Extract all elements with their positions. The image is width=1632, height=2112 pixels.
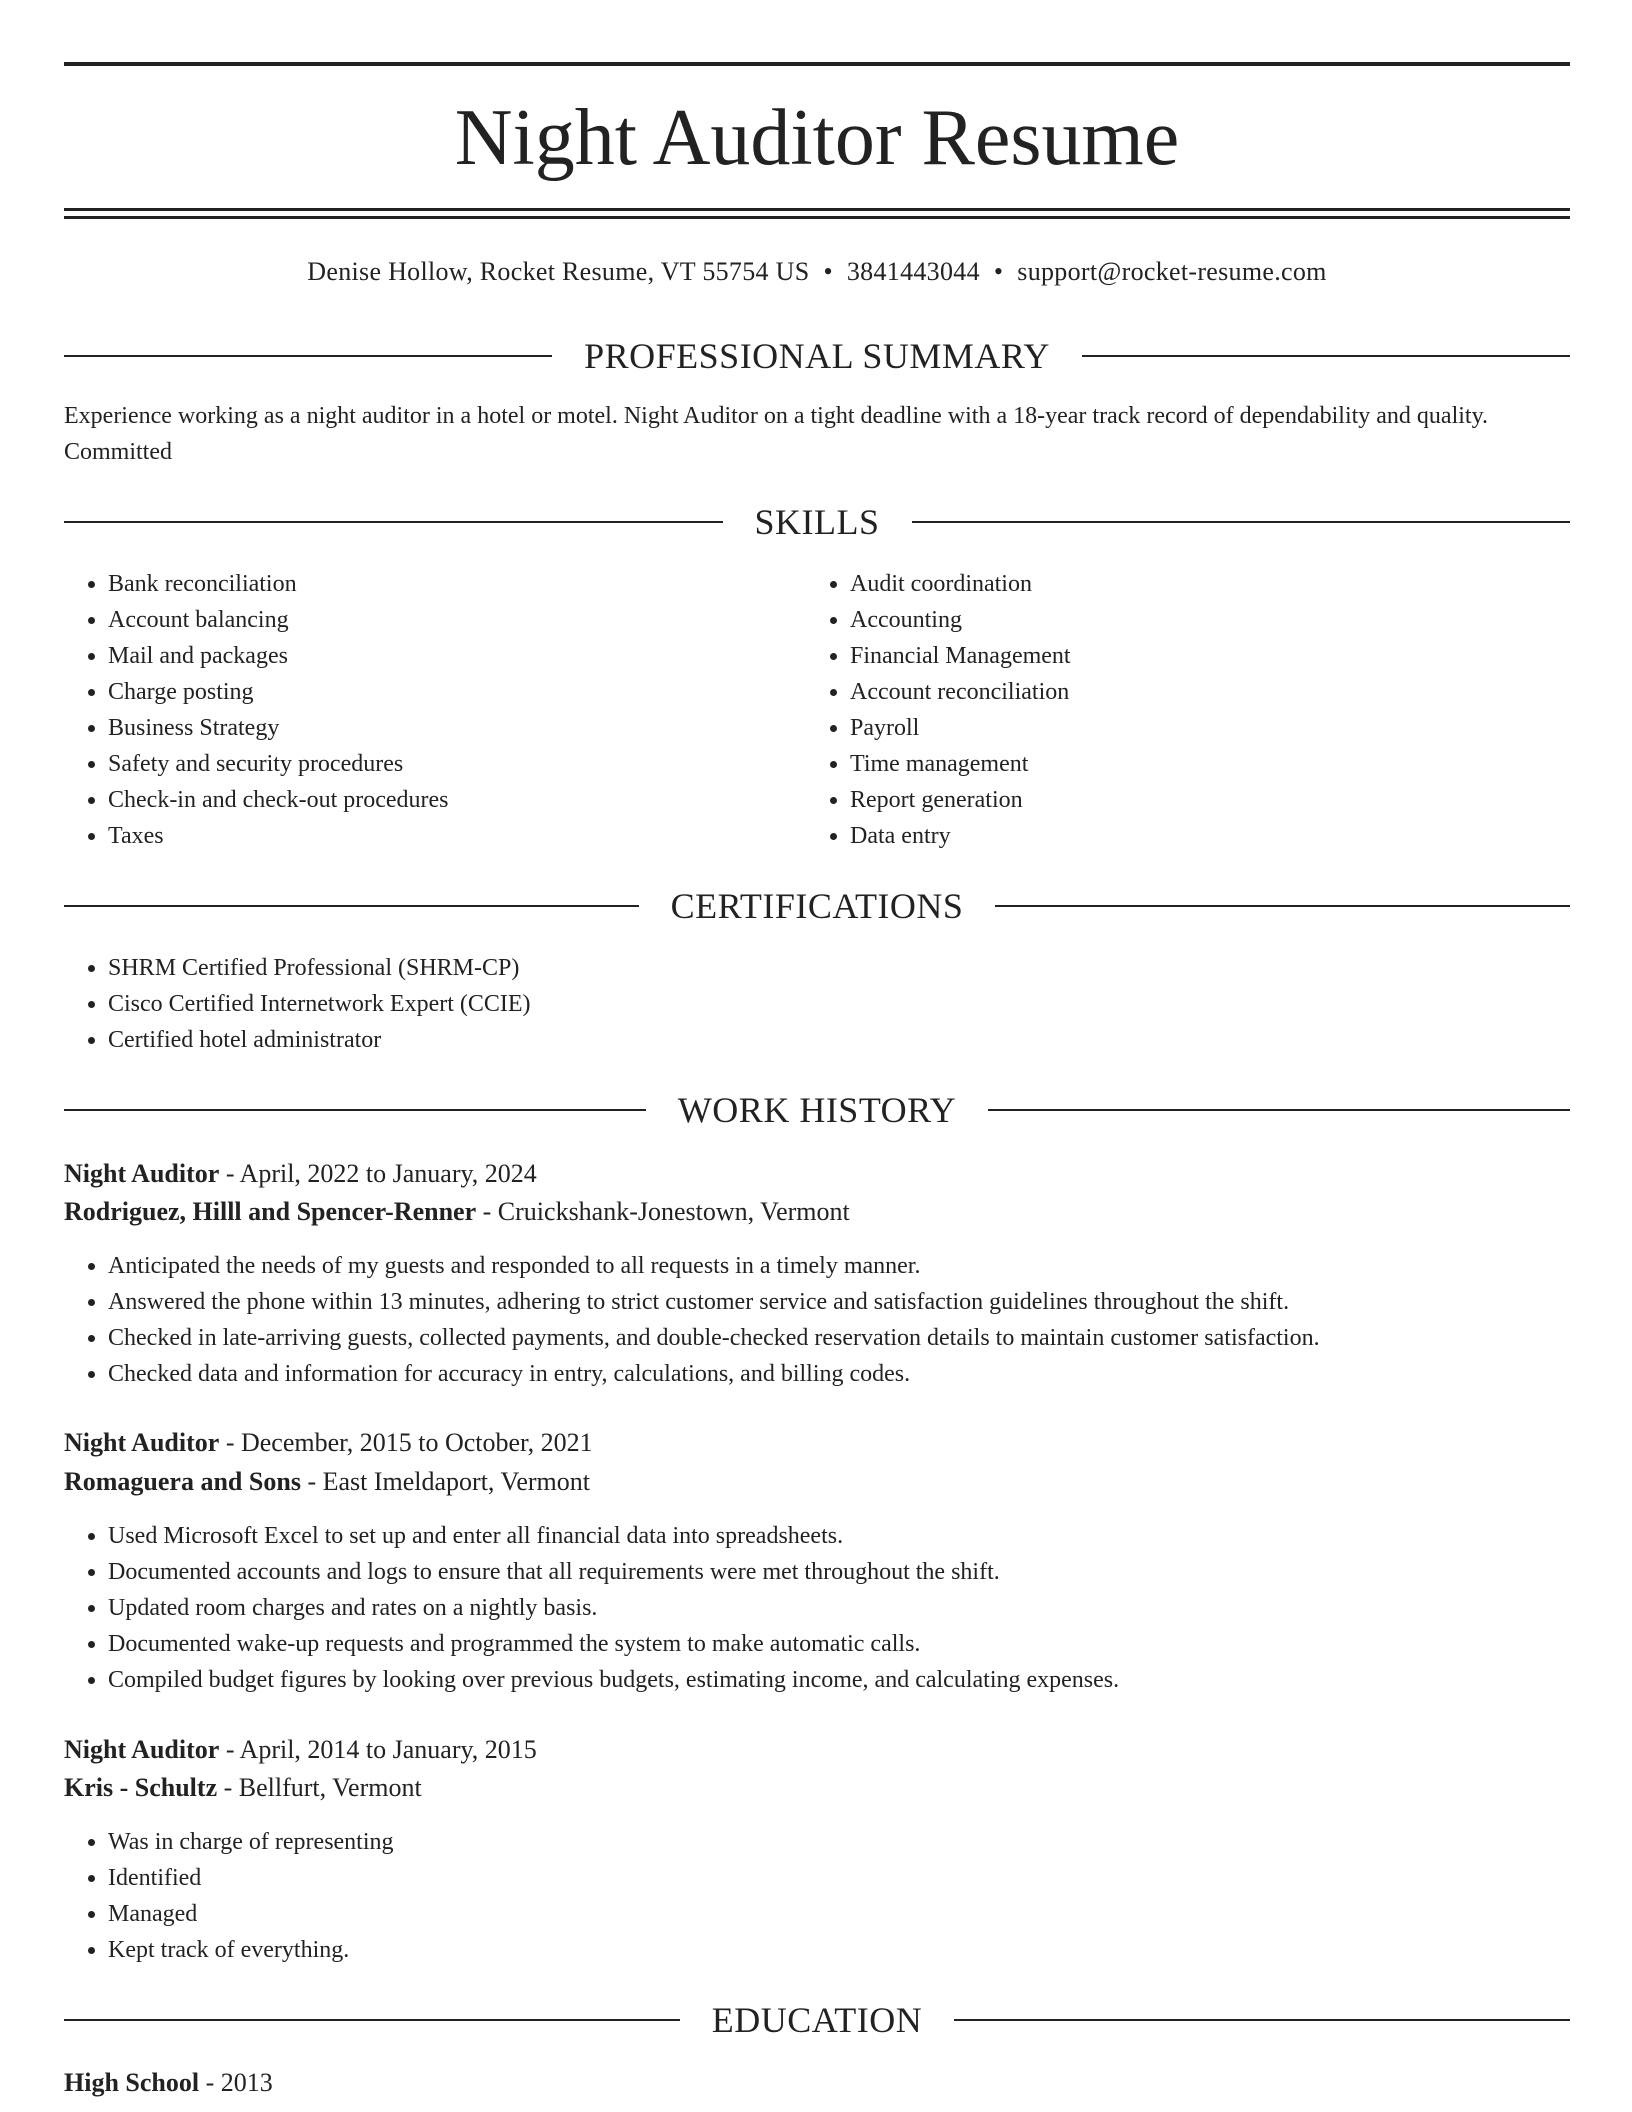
job-duties-list [64, 1248, 1544, 1392]
contact-phone: 3841443044 [846, 257, 980, 286]
section-heading-education [64, 1998, 1570, 2042]
job-heading [64, 1731, 537, 1769]
skill-item: • Bank reconciliation [108, 566, 806, 602]
title-rule-upper [64, 208, 1570, 211]
contact-line [64, 252, 1570, 292]
job-duties [64, 1518, 1544, 1698]
job-location: - East Imeldaport, Vermont [300, 1467, 590, 1496]
heading-rule [64, 2019, 680, 2021]
heading-rule [64, 521, 723, 523]
job-location: - Bellfurt, Vermont [217, 1773, 422, 1802]
section-title-work-history: WORK HISTORY [677, 1090, 957, 1130]
job-duty-item: • Documented wake-up requests and programmed the system to make automatic calls. [108, 1626, 1544, 1662]
resume-title: Night Auditor Resume [454, 94, 1180, 182]
skill-item: • Check-in and check-out procedures [108, 782, 806, 818]
section-title-education: EDUCATION [711, 2000, 923, 2040]
title-rule-lower [64, 216, 1570, 219]
job-duties [64, 1824, 1544, 1968]
skill-item: • Business Strategy [108, 710, 806, 746]
skill-item: • Account balancing [108, 602, 806, 638]
skill-item: • Account reconciliation [850, 674, 1548, 710]
certifications-list [64, 950, 1464, 1058]
section-heading-work-history [64, 1088, 1570, 1132]
job-company: Kris - Schultz [64, 1773, 218, 1802]
skill-item: • Safety and security procedures [108, 746, 806, 782]
job-dates: - April, 2022 to January, 2024 [219, 1159, 537, 1188]
skill-item: • Financial Management [850, 638, 1548, 674]
job-duty-item: • Answered the phone within 13 minutes, adhering to strict customer service and satisfaction guidelines throughout the shift. [108, 1284, 1544, 1320]
job-duty-item: • Kept track of everything. [108, 1932, 1544, 1968]
section-title-certifications: CERTIFICATIONS [670, 886, 964, 926]
job-employer [64, 1769, 422, 1807]
job-title: Night Auditor [64, 1735, 220, 1764]
heading-rule [912, 521, 1571, 523]
certification-item: • SHRM Certified Professional (SHRM-CP) [108, 950, 1464, 986]
job-employer [64, 1193, 850, 1231]
skill-item: • Data entry [850, 818, 1548, 854]
skill-item: • Time management [850, 746, 1548, 782]
summary-text: Experience working as a night auditor in a hotel or motel. Night Auditor on a tight deadline with a 18-year track record of dependability and quality. Committed [64, 403, 1489, 465]
skill-item: • Taxes [108, 818, 806, 854]
section-title-skills: SKILLS [754, 502, 880, 542]
job-duty-item: • Updated room charges and rates on a nightly basis. [108, 1590, 1544, 1626]
section-heading-skills [64, 500, 1570, 544]
job-duty-item: • Anticipated the needs of my guests and responded to all requests in a timely manner. [108, 1248, 1544, 1284]
skill-item: • Mail and packages [108, 638, 806, 674]
contact-separator: • [993, 257, 1004, 286]
job-duty-item: • Identified [108, 1860, 1544, 1896]
education-degree: High School [64, 2068, 200, 2097]
heading-rule [954, 2019, 1570, 2021]
skills-column-right [806, 566, 1548, 854]
contact-address: Denise Hollow, Rocket Resume, VT 55754 US [307, 257, 810, 286]
job-duties [64, 1248, 1544, 1392]
job-employer [64, 1463, 590, 1501]
section-heading-certifications [64, 884, 1570, 928]
job-title: Night Auditor [64, 1159, 220, 1188]
education-entry [64, 2064, 273, 2102]
contact-email: support@rocket-resume.com [1017, 257, 1327, 286]
skill-item: • Payroll [850, 710, 1548, 746]
job-duty-item: • Documented accounts and logs to ensure that all requirements were met throughout the shift. [108, 1554, 1544, 1590]
contact-separator: • [823, 257, 833, 286]
heading-rule [995, 905, 1570, 907]
skill-item: • Audit coordination [850, 566, 1548, 602]
education-year: - 2013 [199, 2068, 273, 2097]
certifications-block [64, 950, 1464, 1058]
job-duty-item: • Compiled budget figures by looking over previous budgets, estimating income, and calculating expenses. [108, 1662, 1544, 1698]
certification-item: • Certified hotel administrator [108, 1022, 1464, 1058]
job-duty-item: • Managed [108, 1896, 1544, 1932]
skill-item: • Charge posting [108, 674, 806, 710]
job-location: - Cruickshank-Jonestown, Vermont [476, 1197, 850, 1226]
job-duty-item: • Was in charge of representing [108, 1824, 1544, 1860]
job-duties-list [64, 1518, 1544, 1698]
job-dates: - December, 2015 to October, 2021 [219, 1428, 593, 1457]
section-heading-summary [64, 334, 1570, 378]
job-duty-item: • Checked data and information for accuracy in entry, calculations, and billing codes. [108, 1356, 1544, 1392]
job-company: Rodriguez, Hilll and Spencer-Renner [64, 1197, 477, 1226]
skills-list-right [806, 566, 1548, 854]
top-rule [64, 62, 1570, 66]
job-title: Night Auditor [64, 1428, 220, 1457]
heading-rule [64, 1109, 646, 1111]
heading-rule [64, 355, 552, 357]
job-duties-list [64, 1824, 1544, 1968]
skill-item: • Report generation [850, 782, 1548, 818]
certification-item: • Cisco Certified Internetwork Expert (CCIE) [108, 986, 1464, 1022]
job-company: Romaguera and Sons [64, 1467, 301, 1496]
job-duty-item: • Used Microsoft Excel to set up and enter all financial data into spreadsheets. [108, 1518, 1544, 1554]
skills-column-left [64, 566, 806, 854]
heading-rule [1082, 355, 1570, 357]
skills-list-left [64, 566, 806, 854]
job-duty-item: • Checked in late-arriving guests, collected payments, and double-checked reservation details to maintain customer satisfaction. [108, 1320, 1544, 1356]
job-heading [64, 1424, 593, 1462]
skill-item: • Accounting [850, 602, 1548, 638]
job-heading [64, 1155, 537, 1193]
heading-rule [988, 1109, 1570, 1111]
job-dates: - April, 2014 to January, 2015 [219, 1735, 537, 1764]
heading-rule [64, 905, 639, 907]
section-title-summary: PROFESSIONAL SUMMARY [584, 336, 1050, 376]
